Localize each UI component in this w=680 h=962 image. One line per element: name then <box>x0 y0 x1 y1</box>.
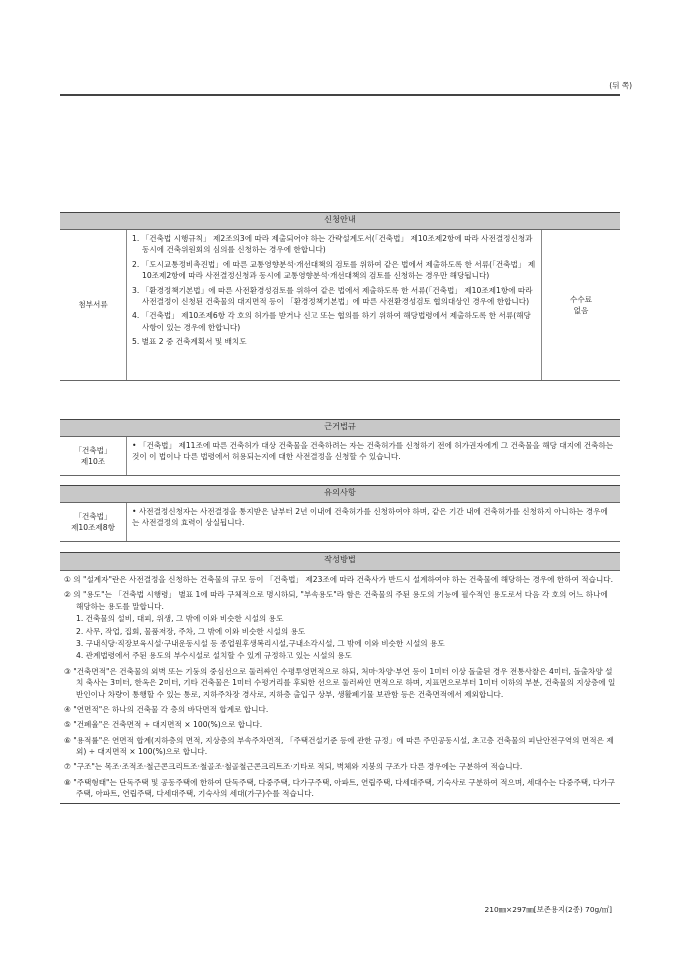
fee-label: 수수료 <box>569 294 592 304</box>
section-header-writing: 작성방법 <box>60 552 620 571</box>
fee-value: 없음 <box>573 306 589 315</box>
caution-label <box>60 503 127 541</box>
caution-law-name: 「건축법」 <box>74 511 112 521</box>
attachments-list <box>126 230 542 380</box>
writing-instructions <box>60 573 620 804</box>
writing-subitem: 4. 관계법령에서 주된 용도의 부수시설로 설치할 수 있게 규정하고 있는 시설의 용도 <box>76 651 352 661</box>
writing-subitem: 3. 구내식당·직장보육시설·구내운동시설 등 종업원후생복리시설,구내소각시설, 그 밖에 이와 비슷한 시설의 용도 <box>76 638 445 648</box>
page-side-note: (뒤 쪽) <box>609 81 632 90</box>
writing-item: ④ "연면적"은 하나의 건축물 각 층의 바닥면적 합계로 합니다. <box>64 704 269 714</box>
attachment-item: 5. 별표 2 중 건축계획서 및 배치도 <box>132 337 247 347</box>
writing-item: ① 의 "설계자"란은 사전결정을 신청하는 건축물의 규모 등이 「건축법」 제23조에 따라 건축사가 반드시 설계하여야 하는 건축물에 해당하는 경우에 한하여 적습니다. <box>64 575 614 584</box>
section-header-guide: 신청안내 <box>60 212 620 230</box>
law-text: • 「건축법」 제11조에 따른 건축허가 대상 건축물을 건축하려는 자는 건축허가를 신청하기 전에 허가권자에게 그 건축물을 해당 대지에 건축하는 것이 이 법이나 다른 법령에서 허용되는지에 대한 사전결정을 신청할 수 있습니다. <box>132 441 614 462</box>
writing-item: ⑥ "용적률"은 연면적 합계(지하층의 면적, 지상층의 부속주차면적, 「주택건설기준 등에 관한 규정」에 따른 주민공동시설, 초고층 건축물의 피난안전구역의 면적은 제외) ÷ 대지면적 × 100(%)으로 합니다. <box>64 735 614 757</box>
writing-item: ⑤ "건폐율"은 건축면적 ÷ 대지면적 × 100(%)으로 합니다. <box>64 720 263 730</box>
attachment-item: 4. 「건축법」 제10조제6항 각 호의 허가를 받거나 신고 또는 협의를 하기 위하여 해당법령에서 제출하도록 한 서류(해당사항이 있는 경우에 한합니다) <box>132 311 531 332</box>
guide-table <box>60 230 620 381</box>
attachment-item: 1. 「건축법 시행규칙」 제2조의3에 따라 제출되어야 하는 간략설계도서(「건축법」 제10조제2항에 따라 사전결정신청과 동시에 건축위원회의 심의를 신청하는 경우에 한합니다) <box>132 234 533 255</box>
writing-subitem: 2. 사무, 작업, 집회, 물품저장, 주차, 그 밖에 이와 비슷한 시설의 용도 <box>76 626 306 636</box>
writing-item: ⑦ "구조"는 목조·조적조·철근콘크리트조·철골조·철골철근콘크리트조·기타로 적되, 벽체와 지붕의 구조가 다른 경우에는 구분하여 적습니다. <box>64 762 523 772</box>
law-table <box>60 437 620 476</box>
attachment-item: 2. 「도시교통정비촉진법」에 따른 교통영향분석·개선대책의 검토를 위하여 같은 법에서 제출하도록 한 서류(「건축법」 제10조제2항에 따라 사전결정신청과 동시에 교통영향분석·개선대책의 검토를 신청하는 경우만 해당됩니다) <box>132 259 536 281</box>
law-article: 제10조 <box>80 457 106 466</box>
writing-item: ② 의 "용도"는 「건축법 시행령」 별표 1에 따라 구체적으로 명시하되, "부속용도"라 함은 건축물의 주된 용도의 기능에 필수적인 용도로서 다음 각 호의 어느 하나에 해당하는 용도를 말합니다. <box>64 590 608 611</box>
law-name: 「건축법」 <box>74 445 112 455</box>
law-label <box>60 437 127 475</box>
caution-law-article: 제10조제8항 <box>71 523 115 532</box>
writing-item: ③ "건축면적"은 건축물의 외벽 또는 기둥의 중심선으로 둘러싸인 수평투영면적으로 하되, 처마·차양·부연 등이 1미터 이상 돌출된 경우 전통사찰은 4미터, 돌출차양 설치 축사는 3미터, 한옥은 2미터, 기타 건축물은 1미터 수평거리를 후퇴한 선으로 둘러싸인 면적으로 하며, 지표면으로부터 1미터 이하의 부분, 건축물의 지상층에 일반인이나 차량이 통행할 수 있는 통로, 지하주차장 경사로, 지하층 출입구 상부, 생활폐기물 보관함 등은 건축면적에서 제외합니다. <box>64 666 616 699</box>
attachment-item: 3. 「환경정책기본법」에 따른 사전환경성검토를 위하여 같은 법에서 제출하도록 한 서류(「건축법」 제10조제1항에 따라 사전결정이 신청된 건축물의 대지면적 등이 「환경정책기본법」에 따른 사전환경성검토 협의대상인 경우에 한합니다) <box>132 285 533 306</box>
writing-item: ⑧ "주택형태"는 단독주택 및 공동주택에 한하여 단독주택, 다중주택, 다가구주택, 아파트, 연립주택, 다세대주택, 기숙사로 구분하여 적으며, 세대수는 다중주택, 다가구주택, 아파트, 연립주택, 다세대주택, 기숙사의 세대(가구)수를 적습니다. <box>64 777 615 799</box>
section-header-law: 근거법규 <box>60 419 620 437</box>
caution-text: • 사전결정신청자는 사전결정을 통지받은 날부터 2년 이내에 건축허가를 신청하여야 하며, 같은 기간 내에 건축허가를 신청하지 아니하는 경우에는 사전결정의 효력이 상실됩니다. <box>132 507 608 528</box>
caution-table <box>60 503 620 542</box>
attachments-label: 첨부서류 <box>60 230 127 380</box>
writing-subitem: 1. 건축물의 설비, 대피, 위생, 그 밖에 이와 비슷한 시설의 용도 <box>76 614 284 624</box>
top-rule <box>60 94 620 96</box>
paper-spec-note: 210㎜×297㎜[보존용지(2종) 70g/㎡] <box>484 905 612 914</box>
fee-cell <box>541 230 620 380</box>
section-header-caution: 유의사항 <box>60 485 620 503</box>
